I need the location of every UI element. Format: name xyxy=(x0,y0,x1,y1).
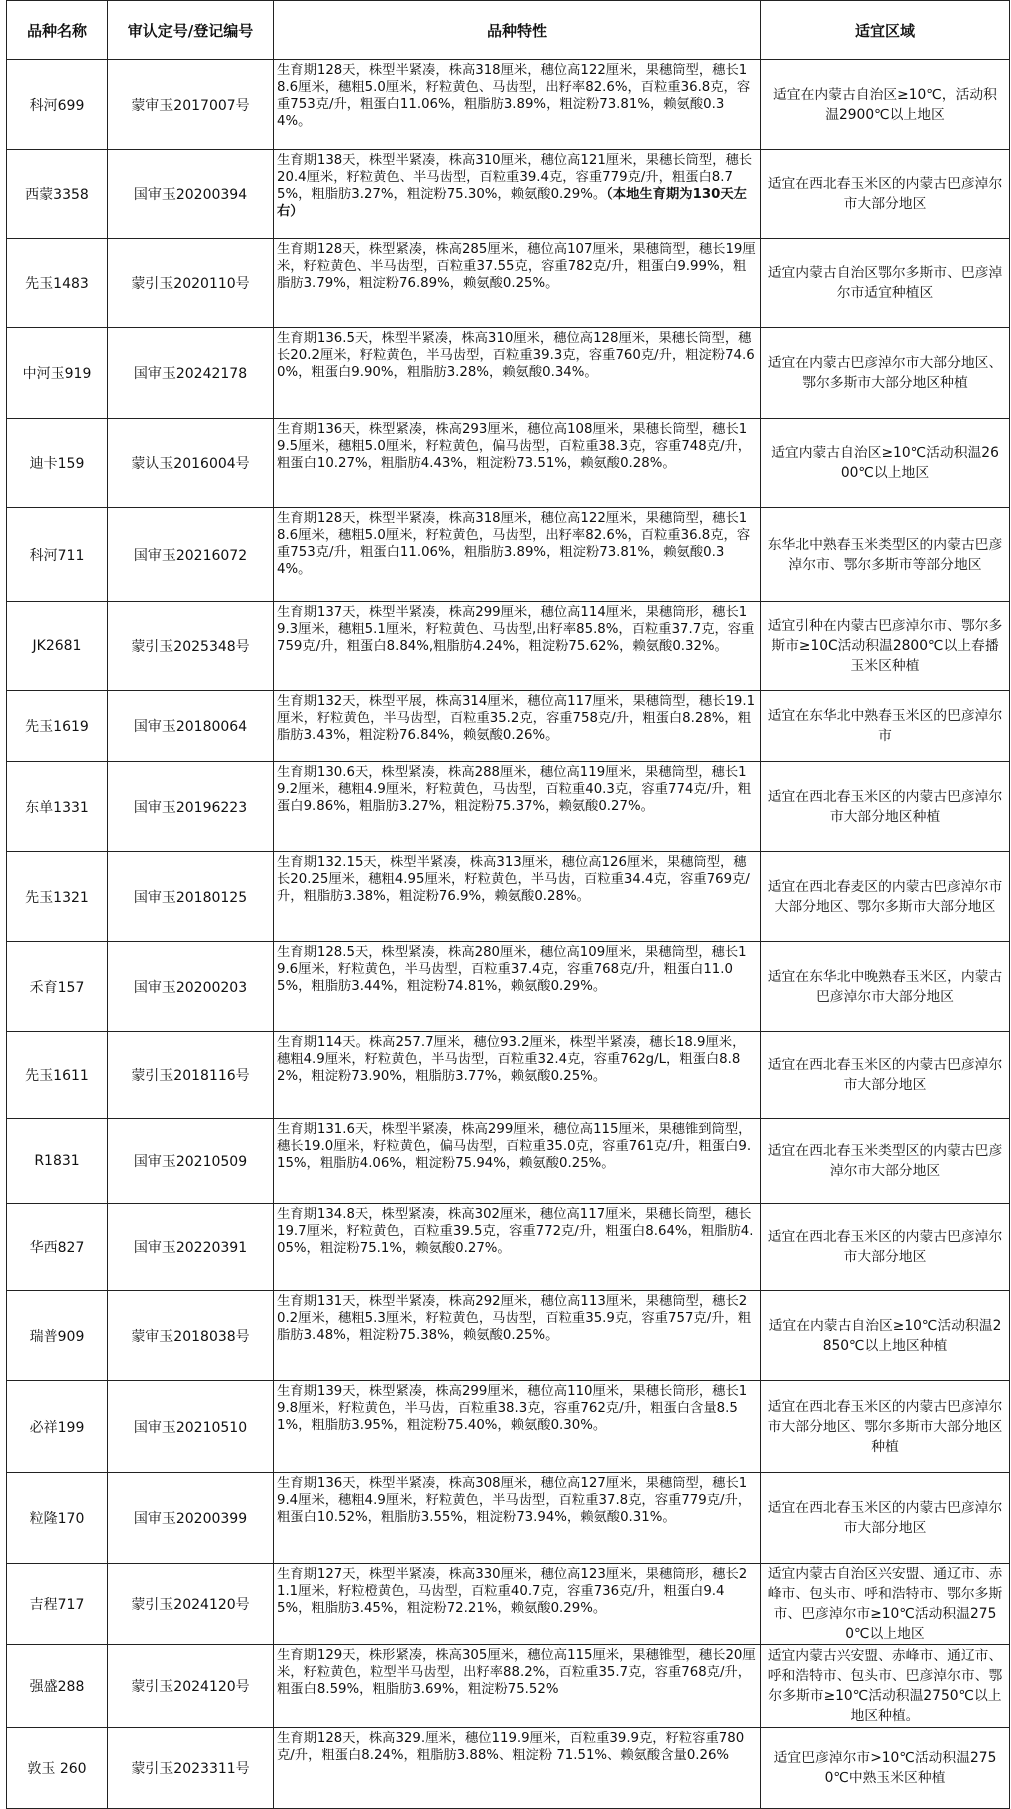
traits-text: 生育期128.5天，株型紧凑，株高280厘米，穗位高109厘米，果穗筒型，穗长19.6厘米，籽粒黄色，半马齿型，百粒重37.4克，容重768克/升，粗蛋白11.05%，粗脂肪3.44%，粗淀粉74.81%，赖氨酸0.29%。 xyxy=(277,945,747,994)
variety-name-cell: 吉程717 xyxy=(7,1564,108,1645)
traits-text: 生育期128天，株型半紧凑，株高318厘米，穗位高122厘米，果穗筒型，穗长18.6厘米，穗粗5.0厘米，籽粒黄色、马齿型，出籽率82.6%，百粒重36.8克，容重753克/升，粗蛋白11.06%，粗脂肪3.89%，粗淀粉73.81%，赖氨酸0.34%。 xyxy=(277,63,751,129)
table-row xyxy=(7,942,1010,1032)
region-cell: 适宜在内蒙古巴彦淖尔市大部分地区、鄂尔多斯市大部分地区种植 xyxy=(761,328,1010,419)
traits-cell xyxy=(274,602,761,691)
variety-name-cell: 科河699 xyxy=(7,60,108,150)
variety-name-cell: 强盛288 xyxy=(7,1645,108,1728)
approval-code-cell: 国审玉20220391 xyxy=(108,1204,274,1291)
region-cell: 东华北中熟春玉米类型区的内蒙古巴彦淖尔市、鄂尔多斯市等部分地区 xyxy=(761,508,1010,602)
traits-text: 生育期137天，株型半紧凑，株高299厘米，穗位高114厘米，果穗筒形，穗长19.3厘米，穗粗5.1厘米，籽粒黄色、马齿型,出籽率85.8%，百粒重37.7克，容重759克/升，粗蛋白8.84%,粗脂肪4.24%，粗淀粉75.62%，赖氨酸0.32%。 xyxy=(277,605,755,654)
variety-name-cell: JK2681 xyxy=(7,602,108,691)
approval-code-cell: 国审玉20200203 xyxy=(108,942,274,1032)
header-name: 品种名称 xyxy=(7,1,108,60)
approval-code-cell: 蒙审玉2018038号 xyxy=(108,1291,274,1381)
traits-cell xyxy=(274,1291,761,1381)
table-row xyxy=(7,1291,1010,1381)
header-row xyxy=(7,1,1010,60)
traits-text: 生育期136天，株型紧凑，株高293厘米，穗位高108厘米，果穗长筒型，穗长19.5厘米，穗粗5.0厘米，籽粒黄色，偏马齿型，百粒重38.3克，容重748克/升，粗蛋白10.27%，粗脂肪4.43%，粗淀粉73.51%，赖氨酸0.28%。 xyxy=(277,422,752,471)
approval-code-cell: 蒙引玉2023311号 xyxy=(108,1728,274,1809)
region-cell: 适宜在西北春玉米类型区的内蒙古巴彦淖尔市大部分地区 xyxy=(761,1119,1010,1204)
region-cell: 适宜在西北春玉米区的内蒙古巴彦淖尔市大部分地区、鄂尔多斯市大部分地区种植 xyxy=(761,1381,1010,1473)
table-row xyxy=(7,762,1010,852)
traits-cell xyxy=(274,150,761,239)
region-cell: 适宜巴彦淖尔市>10℃活动积温2750℃中熟玉米区种植 xyxy=(761,1728,1010,1809)
region-cell: 适宜内蒙古兴安盟、赤峰市、通辽市、呼和浩特市、包头市、巴彦淖尔市、鄂尔多斯市≥10℃活动积温2750℃以上地区种植。 xyxy=(761,1645,1010,1728)
traits-cell xyxy=(274,1728,761,1809)
traits-cell xyxy=(274,1473,761,1564)
variety-name-cell: 先玉1483 xyxy=(7,239,108,328)
traits-text: 生育期132天，株型平展，株高314厘米，穗位高117厘米，果穗筒型，穗长19.1厘米，籽粒黄色，半马齿型，百粒重35.2克，容重758克/升，粗蛋白8.28%，粗脂肪3.43%，粗淀粉76.84%，赖氨酸0.26%。 xyxy=(277,694,756,743)
approval-code-cell: 蒙引玉2024120号 xyxy=(108,1564,274,1645)
traits-cell xyxy=(274,1204,761,1291)
variety-name-cell: 科河711 xyxy=(7,508,108,602)
table-row xyxy=(7,852,1010,942)
traits-cell xyxy=(274,1645,761,1728)
table-row xyxy=(7,60,1010,150)
header-trait: 品种特性 xyxy=(274,1,761,60)
approval-code-cell: 蒙引玉2024120号 xyxy=(108,1645,274,1728)
traits-cell xyxy=(274,852,761,942)
approval-code-cell: 国审玉20180064 xyxy=(108,691,274,762)
traits-cell xyxy=(274,419,761,508)
traits-cell xyxy=(274,1032,761,1119)
table-row xyxy=(7,1204,1010,1291)
table-row xyxy=(7,1032,1010,1119)
approval-code-cell: 国审玉20210509 xyxy=(108,1119,274,1204)
table-row xyxy=(7,1381,1010,1473)
header-code: 审认定号/登记编号 xyxy=(108,1,274,60)
traits-cell xyxy=(274,1564,761,1645)
traits-text: 生育期139天，株型紧凑，株高299厘米，穗位高110厘米，果穗长筒形，穗长19.8厘米，籽粒黄色，半马齿，百粒重38.3克，容重762克/升，粗蛋白含量8.51%，粗脂肪3.95%，粗淀粉75.40%，赖氨酸0.30%。 xyxy=(277,1384,748,1433)
approval-code-cell: 国审玉20242178 xyxy=(108,328,274,419)
approval-code-cell: 蒙审玉2017007号 xyxy=(108,60,274,150)
region-cell: 适宜内蒙古自治区鄂尔多斯市、巴彦淖尔市适宜种植区 xyxy=(761,239,1010,328)
region-cell: 适宜在西北春玉米区的内蒙古巴彦淖尔市大部分地区 xyxy=(761,1204,1010,1291)
table-row xyxy=(7,1473,1010,1564)
table-row xyxy=(7,1728,1010,1809)
table-row xyxy=(7,691,1010,762)
variety-name-cell: 先玉1619 xyxy=(7,691,108,762)
traits-text: 生育期129天，株形紧凑，株高305厘米，穗位高115厘米，果穗锥型，穗长20厘米，籽粒黄色，粒型半马齿型，出籽率88.2%，百粒重35.7克，容重768克/升，粗蛋白8.59%，粗脂肪3.69%，粗淀粉75.52% xyxy=(277,1648,756,1697)
table-row xyxy=(7,328,1010,419)
variety-name-cell: 瑞普909 xyxy=(7,1291,108,1381)
table-row xyxy=(7,1119,1010,1204)
table-row xyxy=(7,508,1010,602)
variety-name-cell: 粒隆170 xyxy=(7,1473,108,1564)
traits-text: 生育期132.15天，株型半紧凑，株高313厘米，穗位高126厘米，果穗筒型，穗长20.25厘米，穗粗4.95厘米，籽粒黄色，半马齿，百粒重34.4克，容重769克/升，粗脂肪3.38%，粗淀粉76.9%，赖氨酸0.28%。 xyxy=(277,855,750,904)
traits-text: 生育期134.8天，株型紧凑，株高302厘米，穗位高117厘米，果穗长筒型，穗长19.7厘米，籽粒黄色，百粒重39.5克，容重772克/升，粗蛋白8.64%，粗脂肪4.05%，粗淀粉75.1%，赖氨酸0.27%。 xyxy=(277,1207,754,1256)
variety-name-cell: 必祥199 xyxy=(7,1381,108,1473)
header-region: 适宜区域 xyxy=(761,1,1010,60)
traits-text: 生育期131.6天，株型半紧凑，株高299厘米，穗位高115厘米，果穗锥到筒型，穗长19.0厘米，籽粒黄色，偏马齿型，百粒重35.0克，容重761克/升，粗蛋白9.15%，粗脂肪4.06%，粗淀粉75.94%，赖氨酸0.25%。 xyxy=(277,1122,752,1171)
traits-text: 生育期130.6天，株型紧凑，株高288厘米，穗位高119厘米，果穗筒型，穗长19.2厘米，穗粗4.9厘米，籽粒黄色，马齿型，百粒重40.3克，容重774克/升，粗蛋白9.86%，粗脂肪3.27%，粗淀粉75.37%，赖氨酸0.27%。 xyxy=(277,765,752,814)
variety-name-cell: 西蒙3358 xyxy=(7,150,108,239)
variety-name-cell: 东单1331 xyxy=(7,762,108,852)
traits-text: 生育期138天，株型半紧凑，株高310厘米，穗位高121厘米，果穗长筒型，穗长20.4厘米，籽粒黄色、半马齿型，百粒重39.4克，容重779克/升，粗蛋白8.75%，粗脂肪3.27%，粗淀粉75.30%，赖氨酸0.29%。 xyxy=(277,153,753,202)
variety-table xyxy=(6,0,1010,1809)
traits-text: 生育期114天。株高257.7厘米，穗位93.2厘米，株型半紧凑，穗长18.9厘米，穗粗4.9厘米，籽粒黄色，半马齿型，百粒重32.4克，容重762g/L，粗蛋白8.82%，粗淀粉73.90%，粗脂肪3.77%，赖氨酸0.25%。 xyxy=(277,1035,746,1084)
variety-name-cell: 中河玉919 xyxy=(7,328,108,419)
region-cell: 适宜在西北春玉米区的内蒙古巴彦淖尔市大部分地区 xyxy=(761,150,1010,239)
approval-code-cell: 国审玉20216072 xyxy=(108,508,274,602)
table-row xyxy=(7,602,1010,691)
region-cell: 适宜在内蒙古自治区≥10℃活动积温2850℃以上地区种植 xyxy=(761,1291,1010,1381)
traits-cell xyxy=(274,328,761,419)
table-row xyxy=(7,150,1010,239)
region-cell: 适宜内蒙古自治区兴安盟、通辽市、赤峰市、包头市、呼和浩特市、鄂尔多斯市、巴彦淖尔市≥10℃活动积温2750℃以上地区 xyxy=(761,1564,1010,1645)
region-cell: 适宜内蒙古自治区≥10℃活动积温2600℃以上地区 xyxy=(761,419,1010,508)
traits-text: 生育期127天，株型半紧凑，株高330厘米，穗位高123厘米，果穗筒形，穗长21.1厘米，籽粒橙黄色，马齿型，百粒重40.7克，容重736克/升，粗蛋白9.45%，粗脂肪3.45%，粗淀粉72.21%，赖氨酸0.29%。 xyxy=(277,1567,748,1616)
traits-cell xyxy=(274,508,761,602)
variety-name-cell: 敦玉 260 xyxy=(7,1728,108,1809)
traits-cell xyxy=(274,1119,761,1204)
region-cell: 适宜在西北春麦区的内蒙古巴彦淖尔市大部分地区、鄂尔多斯市大部分地区 xyxy=(761,852,1010,942)
traits-text: 生育期128天，株型紧凑，株高285厘米，穗位高107厘米，果穗筒型，穗长19厘米，籽粒黄色、半马齿型，百粒重37.55克，容重782克/升，粗蛋白9.99%，粗脂肪3.79%，粗淀粉76.89%，赖氨酸0.25%。 xyxy=(277,242,756,291)
approval-code-cell: 国审玉20200399 xyxy=(108,1473,274,1564)
region-cell: 适宜在西北春玉米区的内蒙古巴彦淖尔市大部分地区 xyxy=(761,1032,1010,1119)
region-cell: 适宜在内蒙古自治区≥10℃，活动积温2900℃以上地区 xyxy=(761,60,1010,150)
traits-cell xyxy=(274,239,761,328)
traits-cell xyxy=(274,60,761,150)
approval-code-cell: 国审玉20180125 xyxy=(108,852,274,942)
approval-code-cell: 蒙引玉2020110号 xyxy=(108,239,274,328)
traits-text: 生育期128天，株型半紧凑，株高318厘米，穗位高122厘米，果穗筒型，穗长18.6厘米，穗粗5.0厘米，籽粒黄色，马齿型，出籽率82.6%，百粒重36.8克，容重753克/升，粗蛋白11.06%，粗脂肪3.89%，粗淀粉73.81%，赖氨酸0.34%。 xyxy=(277,511,751,577)
approval-code-cell: 蒙认玉2016004号 xyxy=(108,419,274,508)
approval-code-cell: 蒙引玉2025348号 xyxy=(108,602,274,691)
traits-text: 生育期136.5天，株型半紧凑，株高310厘米，穗位高128厘米，果穗长筒型，穗长20.2厘米，籽粒黄色，半马齿型，百粒重39.3克，容重760克/升，粗淀粉74.60%，粗蛋白9.90%，粗脂肪3.28%，赖氨酸0.34%。 xyxy=(277,331,755,380)
traits-cell xyxy=(274,762,761,852)
variety-name-cell: 华西827 xyxy=(7,1204,108,1291)
approval-code-cell: 国审玉20210510 xyxy=(108,1381,274,1473)
variety-name-cell: 禾育157 xyxy=(7,942,108,1032)
approval-code-cell: 蒙引玉2018116号 xyxy=(108,1032,274,1119)
traits-text: 生育期131天，株型半紧凑，株高292厘米，穗位高113厘米，果穗筒型，穗长20.2厘米，穗粗5.3厘米，籽粒黄色，马齿型，百粒重35.9克，容重757克/升，粗脂肪3.48%，粗淀粉75.38%，赖氨酸0.25%。 xyxy=(277,1294,752,1343)
table-body xyxy=(7,60,1010,1809)
table-row xyxy=(7,239,1010,328)
traits-cell xyxy=(274,942,761,1032)
variety-name-cell: R1831 xyxy=(7,1119,108,1204)
region-cell: 适宜在东华北中晚熟春玉米区，内蒙古巴彦淖尔市大部分地区 xyxy=(761,942,1010,1032)
table-row xyxy=(7,1564,1010,1645)
variety-name-cell: 先玉1611 xyxy=(7,1032,108,1119)
region-cell: 适宜在西北春玉米区的内蒙古巴彦淖尔市大部分地区种植 xyxy=(761,762,1010,852)
traits-text: 生育期136天，株型半紧凑，株高308厘米，穗位高127厘米，果穗筒型，穗长19.4厘米，穗粗4.9厘米，籽粒黄色，半马齿型，百粒重37.8克，容重779克/升，粗蛋白10.52%，粗脂肪3.55%，粗淀粉73.94%，赖氨酸0.31%。 xyxy=(277,1476,752,1525)
traits-note: （本地生育期为130天左右） xyxy=(277,187,747,219)
traits-cell xyxy=(274,691,761,762)
region-cell: 适宜在西北春玉米区的内蒙古巴彦淖尔市大部分地区 xyxy=(761,1473,1010,1564)
table-row xyxy=(7,419,1010,508)
approval-code-cell: 国审玉20196223 xyxy=(108,762,274,852)
variety-name-cell: 先玉1321 xyxy=(7,852,108,942)
region-cell: 适宜在东华北中熟春玉米区的巴彦淖尔市 xyxy=(761,691,1010,762)
approval-code-cell: 国审玉20200394 xyxy=(108,150,274,239)
traits-cell xyxy=(274,1381,761,1473)
region-cell: 适宜引种在内蒙古巴彦淖尔市、鄂尔多斯市≥10C活动积温2800℃以上春播玉米区种植 xyxy=(761,602,1010,691)
table-row xyxy=(7,1645,1010,1728)
variety-name-cell: 迪卡159 xyxy=(7,419,108,508)
traits-text: 生育期128天，株高329.厘米，穗位119.9厘米，百粒重39.9克，籽粒容重780克/升，粗蛋白8.24%，粗脂肪3.88%、粗淀粉 71.51%、赖氨酸含量0.26% xyxy=(277,1731,745,1763)
